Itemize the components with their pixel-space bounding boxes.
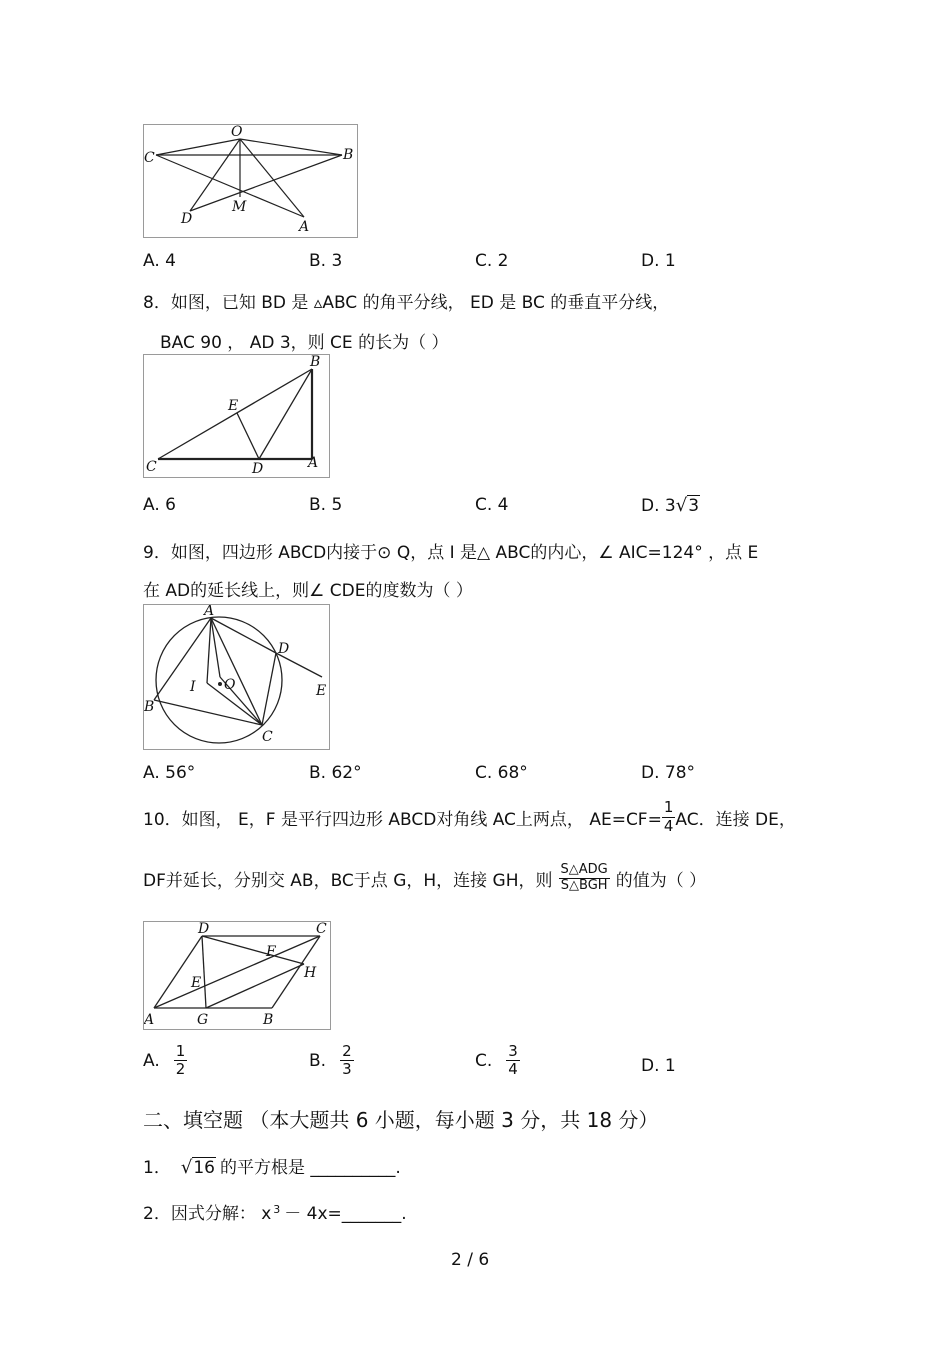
q7-label-b: B [343, 147, 354, 163]
q9-diagram [144, 605, 329, 749]
q10-stem-line1-prefix: 10．如图， E，F 是平行四边形 ABCD对角线 AC上两点， AE=CF= [143, 809, 662, 830]
q7-label-o: O [231, 125, 243, 140]
section-2-title: 二、填空题 （本大题共 6 小题，每小题 3 分，共 18 分） [143, 1108, 659, 1132]
q10-frac-num: 1 [663, 798, 674, 817]
q8-label-d: D [252, 461, 264, 477]
q7-option-d: D. 1 [641, 251, 676, 271]
q10-frac-den: 4 [663, 816, 674, 835]
q8-option-b: B. 5 [309, 495, 343, 515]
q9-option-b: B. 62° [309, 763, 362, 783]
radical-sign-icon: √ [180, 1157, 193, 1178]
q9-label-i: I [190, 679, 196, 695]
q7-label-d: D [181, 211, 193, 227]
q8-label-c: C [146, 459, 157, 475]
q10-stem-line2 [143, 855, 706, 901]
q9-label-b: B [144, 699, 155, 715]
q8-option-d-prefix: D. 3 [641, 496, 676, 516]
q10-stem-line2-prefix: DF并延长，分别交 AB，BC于点 G，H，连接 GH，则 [143, 870, 553, 891]
q9-option-a: A. 56° [143, 763, 196, 783]
q7-option-b: B. 3 [309, 251, 343, 271]
q8-option-d-radicand: 3 [688, 496, 700, 516]
q9-figure [143, 604, 330, 750]
q7-label-c: C [144, 150, 155, 166]
q10-label-f: F [266, 944, 276, 960]
q10-option-c-label: C. [475, 1050, 493, 1071]
radical-sign-icon: √ [675, 495, 688, 516]
q10-figure [143, 921, 331, 1030]
fill1-suffix: 的平方根是 __________. [219, 1158, 401, 1178]
q8-stem-line2: BAC 90 ， AD 3，则 CE 的长为（ ） [160, 333, 449, 353]
q9-label-a: A [204, 605, 215, 619]
q10-option-a-den: 2 [175, 1060, 186, 1079]
fill1-radicand: 16 [193, 1158, 215, 1178]
q7-option-a: A. 4 [143, 251, 176, 271]
q10-diagram [144, 922, 330, 1029]
q10-option-a-num: 1 [175, 1042, 186, 1060]
q9-label-c: C [262, 729, 273, 745]
q10-option-b-den: 3 [342, 1060, 352, 1079]
q9-label-e: E [316, 683, 327, 699]
q10-option-a-fraction [174, 1043, 188, 1079]
fill2-suffix: － 4x=_______. [284, 1204, 407, 1224]
fill2-exponent: 3 [273, 1203, 281, 1216]
q10-option-c-den: 4 [508, 1060, 518, 1079]
q8-option-c: C. 4 [475, 495, 509, 515]
fill2-prefix: 2．因式分解： x [143, 1204, 272, 1224]
q7-diagram [144, 125, 357, 237]
q8-label-a: A [308, 455, 319, 471]
q8-option-d [641, 495, 700, 516]
q7-label-m: M [232, 199, 247, 215]
fill-question-2 [143, 1199, 407, 1224]
q10-label-d: D [198, 922, 210, 937]
q8-diagram [144, 355, 329, 477]
q9-label-o: O [224, 677, 236, 693]
q10-option-b-label: B. [309, 1050, 327, 1071]
q10-ratio-den: S△BGH [560, 877, 608, 893]
q10-option-c-fraction [506, 1043, 520, 1079]
q9-option-d: D. 78° [641, 763, 696, 783]
q10-label-c: C [316, 922, 327, 937]
q9-option-c: C. 68° [475, 763, 528, 783]
q10-option-c [475, 1043, 520, 1079]
q10-option-b-num: 2 [342, 1042, 352, 1060]
q10-option-c-num: 3 [508, 1042, 518, 1060]
q10-stem-line2-suffix: 的值为（ ） [615, 870, 707, 891]
q8-figure [143, 354, 330, 478]
q10-option-b [309, 1043, 354, 1079]
q10-option-a [143, 1043, 187, 1079]
q7-label-a: A [299, 219, 310, 235]
q9-stem-line1: 9．如图，四边形 ABCD内接于⊙ Q，点 I 是△ ABC的内心，∠ AIC=124° ，点 E [143, 543, 759, 563]
q7-option-c: C. 2 [475, 251, 509, 271]
q10-label-h: H [304, 965, 317, 981]
fill1-prefix: 1． [143, 1158, 171, 1178]
q10-fraction-one-quarter [662, 799, 676, 835]
q8-label-b: B [310, 355, 321, 370]
q10-label-g: G [197, 1012, 209, 1028]
fill-question-1 [143, 1153, 401, 1178]
q10-label-e: E [191, 975, 202, 991]
q10-option-a-label: A. [143, 1050, 160, 1071]
q8-label-e: E [228, 398, 239, 414]
page-number: 2 / 6 [451, 1250, 490, 1270]
q9-label-d: D [278, 641, 290, 657]
q7-figure [143, 124, 358, 238]
q10-stem-line1-suffix: AC．连接 DE， [675, 809, 796, 830]
q10-label-a: A [144, 1012, 155, 1028]
q10-option-d: D. 1 [641, 1056, 676, 1076]
q10-stem-line1 [143, 795, 796, 839]
q10-option-b-fraction [340, 1043, 354, 1079]
q10-area-ratio [559, 863, 610, 894]
q10-ratio-num: S△ADG [560, 861, 608, 877]
q8-stem-line1: 8．如图，已知 BD 是 ▵ABC 的角平分线， ED 是 BC 的垂直平分线， [143, 293, 670, 313]
q9-stem-line2: 在 AD的延长线上，则∠ CDE的度数为（ ） [143, 581, 473, 601]
q10-label-b: B [263, 1012, 274, 1028]
q8-option-a: A. 6 [143, 495, 176, 515]
